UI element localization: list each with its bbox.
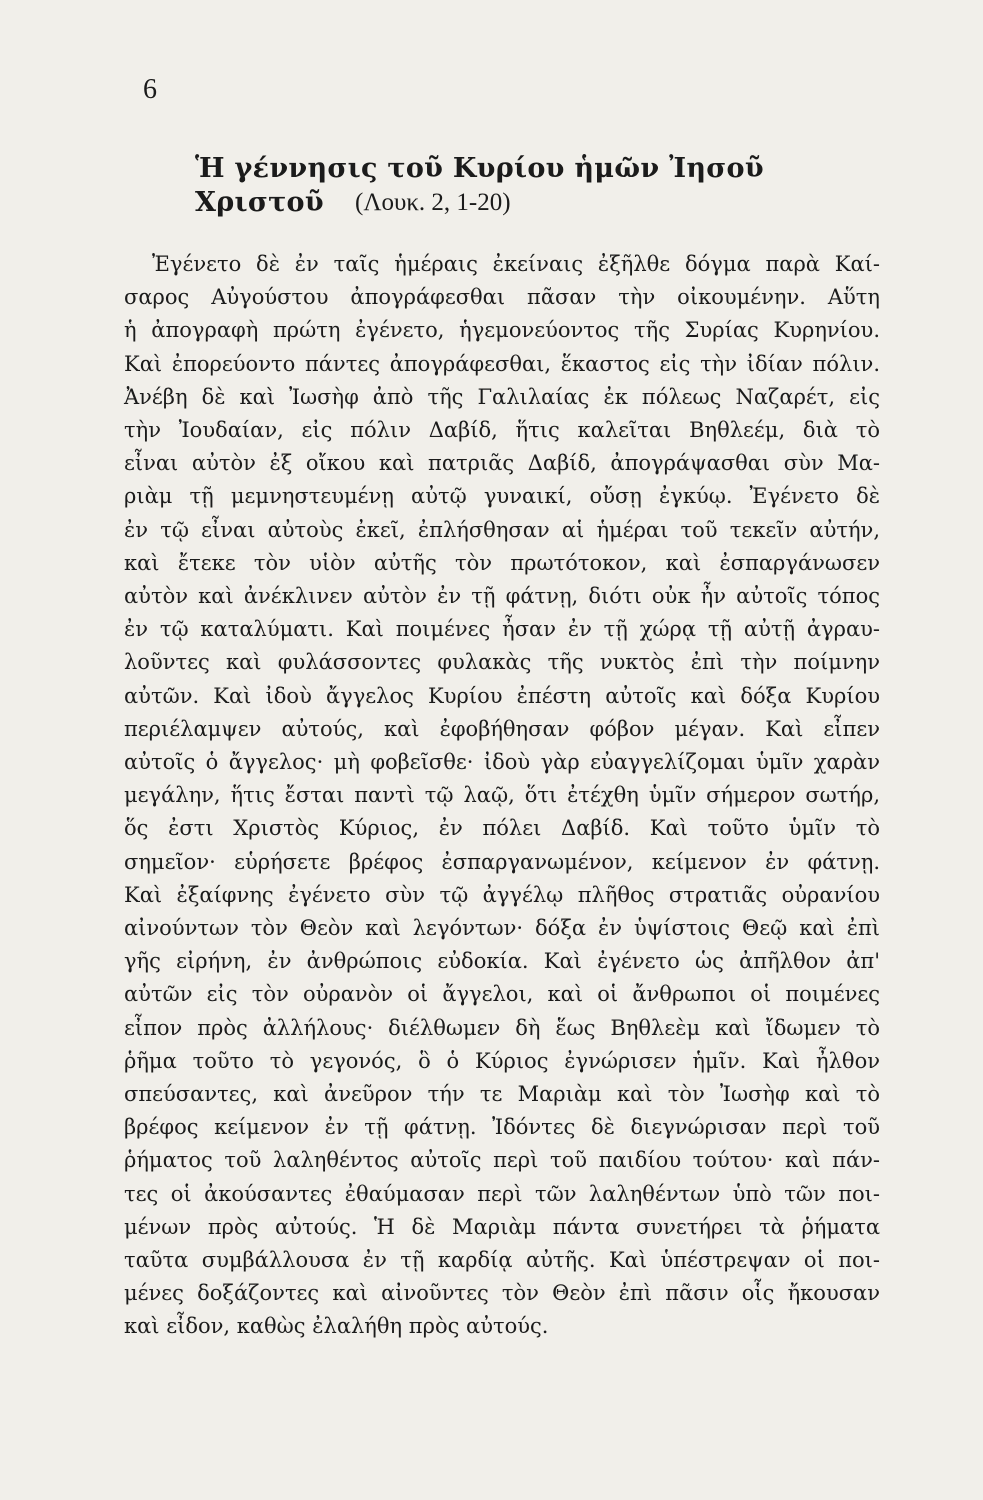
text-line: λοῦντες καὶ φυλάσσοντες φυλακὰς τῆς νυκτὸς ἐπὶ τὴν ποίμνην xyxy=(124,650,880,675)
text-line: αὐτοῖς ὁ ἄγγελος· μὴ φοβεῖσθε· ἰδοὺ γὰρ εὐαγγελίζομαι ὑμῖν χαρὰν xyxy=(124,750,880,774)
text-line: αὐτὸν καὶ ἀνέκλινεν αὐτὸν ἐν τῇ φάτνῃ, διότι οὐκ ἦν αὐτοῖς τόπος xyxy=(124,584,880,608)
text-line: εἶναι αὐτὸν ἐξ οἴκου καὶ πατριᾶς Δαβίδ, ἀπογράψασθαι σὺν Μα- xyxy=(124,451,880,476)
text-line: βρέφος κείμενον ἐν τῇ φάτνῃ. Ἰδόντες δὲ διεγνώρισαν περὶ τοῦ xyxy=(124,1115,880,1140)
text-line: ριὰμ τῇ μεμνηστευμένῃ αὐτῷ γυναικί, οὔσῃ ἐγκύῳ. Ἐγένετο δὲ xyxy=(124,484,880,509)
text-line: ὅς ἐστι Χριστὸς Κύριος, ἐν πόλει Δαβίδ. Καὶ τοῦτο ὑμῖν τὸ xyxy=(124,816,880,841)
text-line: Καὶ ἐξαίφνης ἐγένετο σὺν τῷ ἀγγέλῳ πλῆθος στρατιᾶς οὐρανίου xyxy=(124,882,880,907)
text-line: Ἀνέβη δὲ καὶ Ἰωσὴφ ἀπὸ τῆς Γαλιλαίας ἐκ πόλεως Ναζαρέτ, εἰς xyxy=(124,384,880,409)
text-line: ἐν τῷ εἶναι αὐτοὺς ἐκεῖ, ἐπλήσθησαν αἱ ἡμέραι τοῦ τεκεῖν αὐτήν, xyxy=(124,517,880,542)
text-line: ῥήματος τοῦ λαληθέντος αὐτοῖς περὶ τοῦ παιδίου τούτου· καὶ πάν- xyxy=(124,1148,880,1173)
text-line: ἡ ἀπογραφὴ πρώτη ἐγένετο, ἡγεμονεύοντος τῆς Συρίας Κυρηνίου. xyxy=(124,318,880,343)
text-line: ῥῆμα τοῦτο τὸ γεγονός, ὃ ὁ Κύριος ἐγνώρισεν ἡμῖν. Καὶ ἦλθον xyxy=(124,1048,880,1073)
text-line: καὶ ἔτεκε τὸν υἱὸν αὐτῆς τὸν πρωτότοκον, καὶ ἐσπαργάνωσεν xyxy=(124,550,880,575)
text-line: ἐν τῷ καταλύματι. Καὶ ποιμένες ἦσαν ἐν τῇ χώρᾳ τῇ αὐτῇ ἀγραυ- xyxy=(124,617,880,642)
text-line: αὐτῶν. Καὶ ἰδοὺ ἄγγελος Κυρίου ἐπέστη αὐτοῖς καὶ δόξα Κυρίου xyxy=(124,683,880,708)
text-line: μένων πρὸς αὐτούς. Ἡ δὲ Μαριὰμ πάντα συνετήρει τὰ ῥήματα xyxy=(124,1214,880,1239)
text-line: καὶ εἶδον, καθὼς ἐλαλήθη πρὸς αὐτούς. xyxy=(124,1314,549,1339)
scripture-reference: (Λουκ. 2, 1-20) xyxy=(355,189,511,216)
chapter-title: Ἡ γέννησις τοῦ Κυρίου ἡμῶν Ἰησοῦ Χριστοῦ xyxy=(195,153,764,218)
text-line: αἰνούντων τὸν Θεὸν καὶ λεγόντων· δόξα ἐν ὑψίστοις Θεῷ καὶ ἐπὶ xyxy=(124,916,880,940)
text-line: αὐτῶν εἰς τὸν οὐρανὸν οἱ ἄγγελοι, καὶ οἱ ἄνθρωποι οἱ ποιμένες xyxy=(124,982,880,1007)
text-line: τὴν Ἰουδαίαν, εἰς πόλιν Δαβίδ, ἥτις καλεῖται Βηθλεέμ, διὰ τὸ xyxy=(124,418,880,442)
text-line: Καὶ ἐπορεύοντο πάντες ἀπογράφεσθαι, ἕκαστος εἰς τὴν ἰδίαν πόλιν. xyxy=(124,351,880,376)
text-line: σπεύσαντες, καὶ ἀνεῦρον τήν τε Μαριὰμ καὶ τὸν Ἰωσὴφ καὶ τὸ xyxy=(124,1082,880,1106)
text-line: γῆς εἰρήνη, ἐν ἀνθρώποις εὐδοκία. Καὶ ἐγένετο ὡς ἀπῆλθον ἀπ' xyxy=(124,949,880,974)
text-line: εἶπον πρὸς ἀλλήλους· διέλθωμεν δὴ ἕως Βηθλεὲμ καὶ ἴδωμεν τὸ xyxy=(124,1015,880,1040)
text-line: μεγάλην, ἥτις ἔσται παντὶ τῷ λαῷ, ὅτι ἐτέχθη ὑμῖν σήμερον σωτήρ, xyxy=(124,783,880,808)
page-number: 6 xyxy=(143,74,157,105)
text-line: μένες δοξάζοντες καὶ αἰνοῦντες τὸν Θεὸν ἐπὶ πᾶσιν οἷς ἤκουσαν xyxy=(124,1281,880,1306)
text-line: Ἐγένετο δὲ ἐν ταῖς ἡμέραις ἐκείναις ἐξῆλθε δόγμα παρὰ Καί- xyxy=(152,252,880,276)
text-line: τες οἱ ἀκούσαντες ἐθαύμασαν περὶ τῶν λαληθέντων ὑπὸ τῶν ποι- xyxy=(124,1181,880,1206)
text-line: ταῦτα συμβάλλουσα ἐν τῇ καρδίᾳ αὐτῆς. Καὶ ὑπέστρεψαν οἱ ποι- xyxy=(124,1248,880,1272)
text-line: σαρος Αὐγούστου ἀπογράφεσθαι πᾶσαν τὴν οἰκουμένην. Αὕτη xyxy=(124,285,880,310)
text-line: σημεῖον· εὑρήσετε βρέφος ἐσπαργανωμένον, κείμενον ἐν φάτνῃ. xyxy=(124,849,880,874)
text-line: περιέλαμψεν αὐτούς, καὶ ἐφοβήθησαν φόβον μέγαν. Καὶ εἶπεν xyxy=(124,716,880,741)
